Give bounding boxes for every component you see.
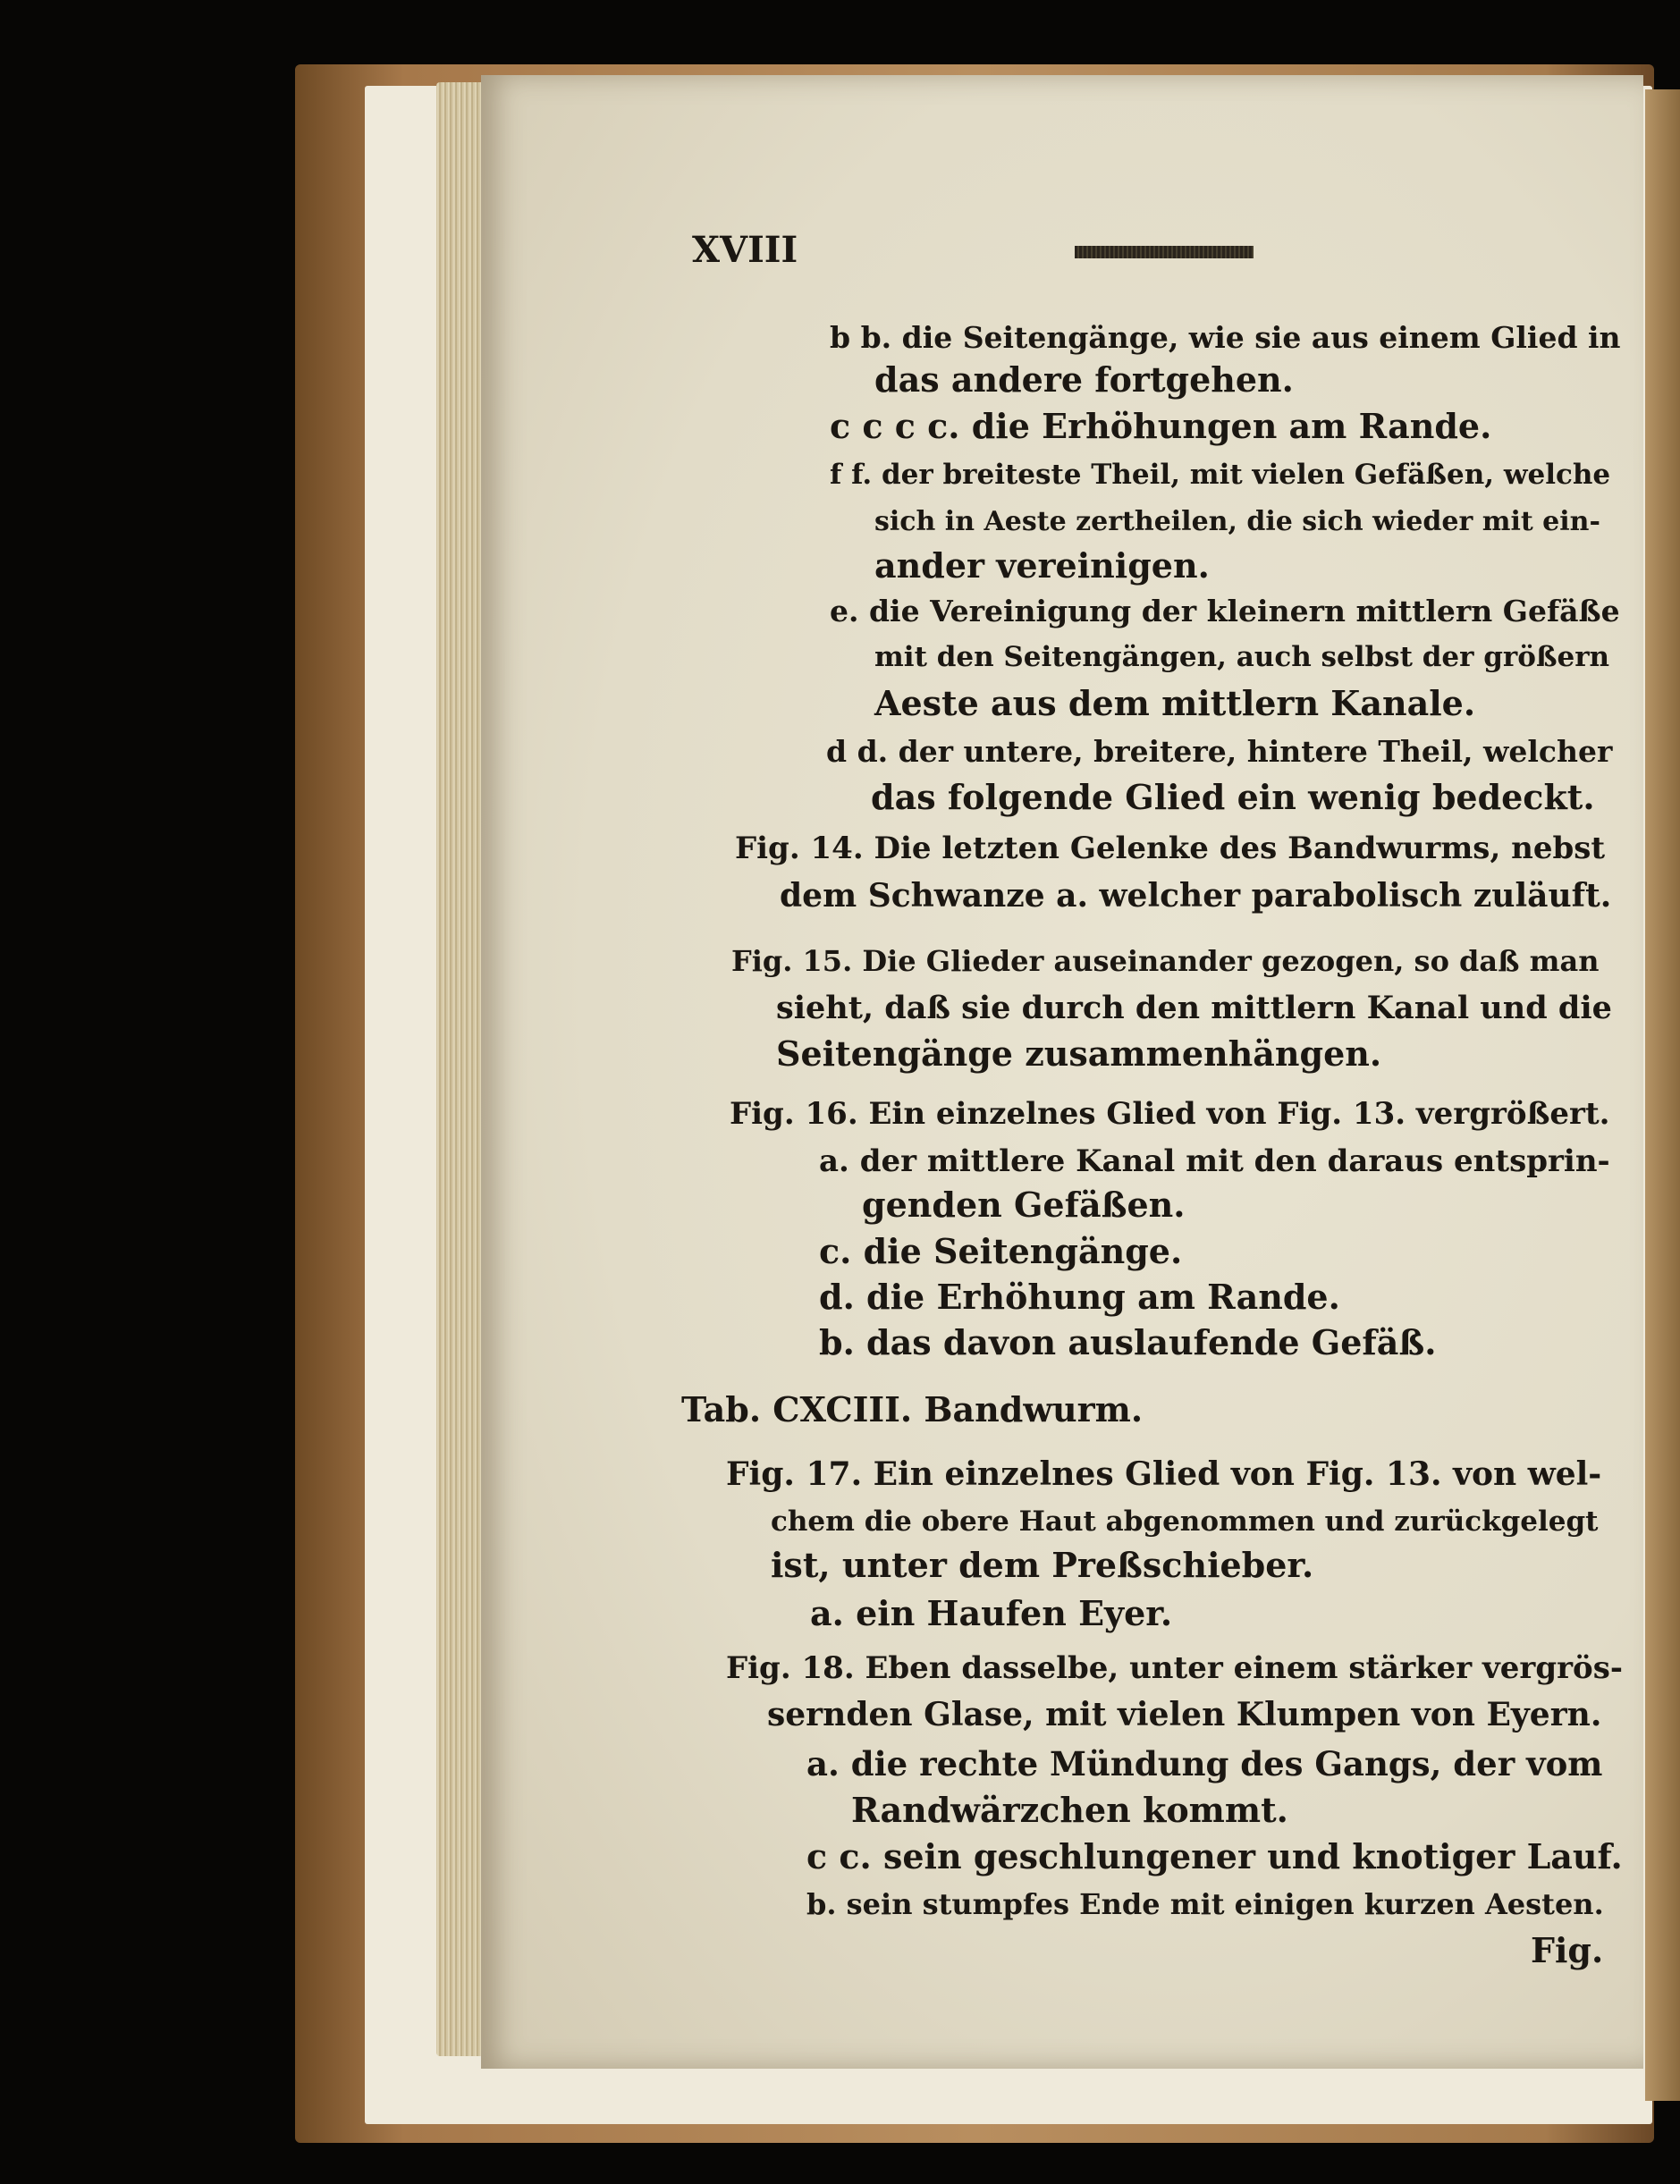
text-line: a. die rechte Mündung des Gangs, der vom	[806, 1744, 1603, 1783]
text-line: Fig. 17. Ein einzelnes Glied von Fig. 13. von wel-	[726, 1455, 1602, 1493]
header-rule	[1075, 246, 1254, 258]
text-line: mit den Seitengängen, auch selbst der größern	[874, 641, 1610, 673]
text-line: b. sein stumpfes Ende mit einigen kurzen Aesten.	[806, 1887, 1604, 1921]
text-line: chem die obere Haut abgenommen und zurückgelegt	[771, 1505, 1599, 1538]
text-line: c c c c. die Erhöhungen am Rande.	[830, 406, 1492, 446]
text-line: das andere fortgehen.	[874, 359, 1294, 400]
text-line: Fig. 14. Die letzten Gelenke des Bandwurms, nebst	[735, 831, 1606, 866]
text-line: a. ein Haufen Eyer.	[810, 1593, 1173, 1633]
text-line: das folgende Glied ein wenig bedeckt.	[871, 777, 1595, 817]
text-line: f f. der breiteste Theil, mit vielen Gefäßen, welche	[830, 459, 1611, 491]
text-line: dem Schwanze a. welcher parabolisch zuläuft.	[780, 877, 1612, 915]
text-line: genden Gefäßen.	[862, 1185, 1186, 1225]
section-heading: Tab. CXCIII. Bandwurm.	[681, 1389, 1144, 1429]
text-line: Fig. 18. Eben dasselbe, unter einem stärker vergrös-	[726, 1650, 1623, 1686]
text-line: Randwärzchen kommt.	[851, 1790, 1288, 1830]
page-number: XVIII	[692, 229, 798, 271]
text-line: b b. die Seitengänge, wie sie aus einem Glied in	[830, 320, 1621, 355]
text-line: c c. sein geschlungener und knotiger Lauf.	[806, 1836, 1623, 1876]
text-line: sieht, daß sie durch den mittlern Kanal und die	[776, 990, 1612, 1026]
facing-page-edge	[1645, 89, 1680, 2101]
text-line: ist, unter dem Preßschieber.	[771, 1545, 1314, 1585]
text-line: a. der mittlere Kanal mit den daraus entsprin-	[819, 1143, 1610, 1179]
text-line: sernden Glase, mit vielen Klumpen von Eyern.	[767, 1696, 1602, 1733]
text-line: d d. der untere, breitere, hintere Theil, welcher	[826, 734, 1613, 769]
text-line: Aeste aus dem mittlern Kanale.	[874, 683, 1476, 723]
text-line: ander vereinigen.	[874, 545, 1210, 586]
text-line: d. die Erhöhung am Rande.	[819, 1277, 1340, 1317]
text-line: Fig. 16. Ein einzelnes Glied von Fig. 13. vergrößert.	[730, 1096, 1610, 1132]
text-line: Fig. 15. Die Glieder auseinander gezogen, so daß man	[731, 944, 1600, 978]
text-line: Seitengänge zusammenhängen.	[776, 1033, 1382, 1074]
catchword: Fig.	[1531, 1930, 1604, 1970]
text-line: e. die Vereinigung der kleinern mittlern Gefäße	[830, 594, 1620, 628]
text-line: b. das davon auslaufende Gefäß.	[819, 1322, 1437, 1362]
text-line: sich in Aeste zertheilen, die sich wieder mit ein-	[874, 506, 1600, 537]
text-line: c. die Seitengänge.	[819, 1231, 1183, 1271]
